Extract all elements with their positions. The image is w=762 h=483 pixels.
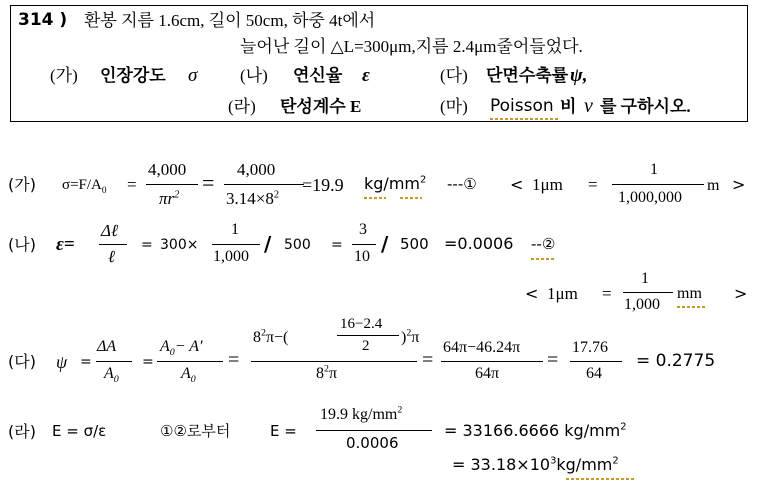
- sol-na-frac-den: ℓ: [108, 247, 116, 266]
- sol-da-f4-den: 64π: [475, 365, 500, 382]
- sol-na-marker: --②: [531, 235, 556, 253]
- item-na-label: (나): [240, 66, 268, 85]
- sol-da-f3-den: $8^2\pi$: [316, 363, 338, 382]
- note-na-den: 1,000: [624, 296, 660, 313]
- sol-ra-e-eq: E =: [270, 422, 297, 440]
- sol-da-f5-den: 64: [586, 365, 602, 382]
- sol-na-den10: 10: [354, 248, 370, 265]
- fraction-bar: [157, 361, 223, 362]
- note-na-close: >: [734, 284, 748, 303]
- fraction-bar: [251, 361, 417, 362]
- sol-ra-f-den: 0.0006: [346, 434, 399, 452]
- fraction-bar: [316, 430, 432, 431]
- item-ra-text: 탄성계수 E: [280, 97, 362, 116]
- sol-da-label: (다): [8, 352, 36, 371]
- note-na-unit: mm: [677, 285, 702, 302]
- note-ga-num: 1: [650, 161, 658, 178]
- fraction-bar: [352, 244, 376, 245]
- sol-da-f3-inner-den: 2: [362, 338, 370, 354]
- item-ma-end: 를 구하시오.: [600, 97, 691, 116]
- item-ma-label: (마): [440, 97, 468, 116]
- sol-na-den-thousand: 1,000: [213, 248, 249, 265]
- spellcheck-underline: [364, 197, 386, 199]
- spellcheck-underline: [531, 258, 555, 260]
- sol-na-result: =0.0006: [444, 234, 514, 253]
- item-ma-text: 비: [560, 97, 577, 116]
- fraction-bar: [623, 292, 673, 293]
- sol-ga-marker: ---①: [447, 175, 477, 193]
- problem-number: 314 ): [18, 10, 68, 30]
- sol-ga-label: (가): [8, 175, 36, 194]
- sol-na-num-one: 1: [231, 221, 239, 238]
- note-ga-open: <: [510, 175, 524, 194]
- sol-ra-result1: = 33166.6666 $kg/mm^2$: [444, 421, 627, 440]
- sol-ga-unit: $kg/mm^2$: [364, 174, 427, 193]
- sol-na-slash1: /: [264, 232, 272, 256]
- note-ga-a: 1μm: [532, 175, 563, 194]
- item-ma-word: Poisson: [490, 96, 554, 116]
- note-na-a: 1μm: [547, 284, 578, 303]
- note-ga-den: 1,000,000: [618, 189, 682, 206]
- fraction-bar: [99, 244, 127, 245]
- sol-na-val1: 300×: [160, 237, 199, 253]
- fraction-bar: [96, 361, 132, 362]
- note-ga-close: >: [732, 175, 746, 194]
- fraction-bar: [212, 244, 260, 245]
- sol-da-lhs: ψ: [56, 352, 68, 372]
- sol-ga-result: =19.9: [302, 175, 344, 195]
- item-da-text: 단면수축률: [486, 66, 569, 85]
- fraction-bar: [570, 361, 622, 362]
- note-na-eq: =: [602, 284, 612, 303]
- item-ga-symbol: σ: [188, 65, 198, 86]
- sol-da-f4-num: 64π−46.24π: [443, 339, 521, 356]
- problem-line-1: 환봉 지름 1.6cm, 길이 50cm, 하중 4t에서: [84, 11, 376, 30]
- fraction-bar: [441, 361, 543, 362]
- note-ga-eq: =: [588, 175, 598, 194]
- sol-ga-lhs: $\sigma=F/A_0$: [62, 177, 107, 196]
- fraction-bar: [337, 335, 399, 336]
- sol-na-500b: 500: [400, 235, 429, 253]
- fraction-bar: [146, 184, 198, 185]
- sol-ra-label: (라): [8, 422, 36, 441]
- sol-ra-result2: = $33.18\times 10^3kg/mm^2$: [452, 455, 619, 474]
- item-na-symbol: ε: [362, 65, 370, 86]
- sol-na-eq1: =: [141, 237, 153, 253]
- note-ga-unit: m: [707, 177, 720, 194]
- item-na-text: 연신율: [293, 66, 343, 85]
- note-na-num: 1: [641, 270, 649, 287]
- sol-ra-f-num: 19.9 $kg/mm^2$: [320, 404, 403, 423]
- sol-na-label: (나): [8, 235, 36, 254]
- sol-da-f3-close: )$^2$π: [401, 327, 420, 346]
- sol-ga-num1: 4,000: [148, 160, 187, 179]
- sol-da-f1-den: $A_0$: [104, 365, 119, 386]
- sol-da-f3-inner-num: 16−2.4: [340, 316, 383, 332]
- note-na-open: <: [525, 284, 539, 303]
- sol-ga-num2: 4,000: [237, 160, 276, 179]
- spellcheck-underline: [490, 118, 558, 120]
- sol-na-num3: 3: [359, 221, 367, 238]
- sol-na-slash2: /: [381, 232, 389, 256]
- sol-na-eq2: =: [331, 237, 343, 253]
- sol-da-f2-num: $A_0- A'$: [160, 338, 203, 359]
- sol-ga-den2: $3.14\times 8^2$: [226, 189, 280, 208]
- spellcheck-underline: [566, 478, 634, 480]
- item-da-symbol: ψ,: [570, 65, 588, 86]
- fraction-bar: [224, 184, 304, 185]
- sol-ra-circled: ①②로부터: [160, 422, 231, 440]
- item-ra-label: (라): [228, 97, 256, 116]
- fraction-bar: [612, 184, 704, 185]
- spellcheck-underline: [677, 306, 707, 308]
- sol-ra-lhs: E = σ/ε: [52, 422, 107, 440]
- item-ga-label: (가): [50, 66, 78, 85]
- sol-na-frac-num: Δℓ: [101, 221, 119, 240]
- sol-da-f3-num: $8^2\pi-$(: [253, 327, 289, 346]
- item-ga-text: 인장강도: [100, 66, 166, 85]
- sol-ga-den1: $\pi r^2$: [159, 189, 180, 208]
- spellcheck-underline: [400, 197, 422, 199]
- item-ma-symbol: ν: [584, 95, 593, 117]
- sol-da-f2-den: $A_0$: [181, 365, 196, 386]
- sol-da-eq: =: [80, 354, 92, 370]
- problem-line-2: 늘어난 길이 △L=300μm,지름 2.4μm줄어들었다.: [240, 37, 583, 56]
- sol-na-500a: 500: [284, 237, 311, 253]
- sol-da-f1-num: ΔA: [97, 338, 117, 355]
- sol-da-f5-num: 17.76: [572, 339, 608, 356]
- sol-na-lhs: ε=: [56, 234, 75, 255]
- item-da-label: (다): [440, 66, 468, 85]
- sol-da-result: = 0.2775: [636, 351, 716, 371]
